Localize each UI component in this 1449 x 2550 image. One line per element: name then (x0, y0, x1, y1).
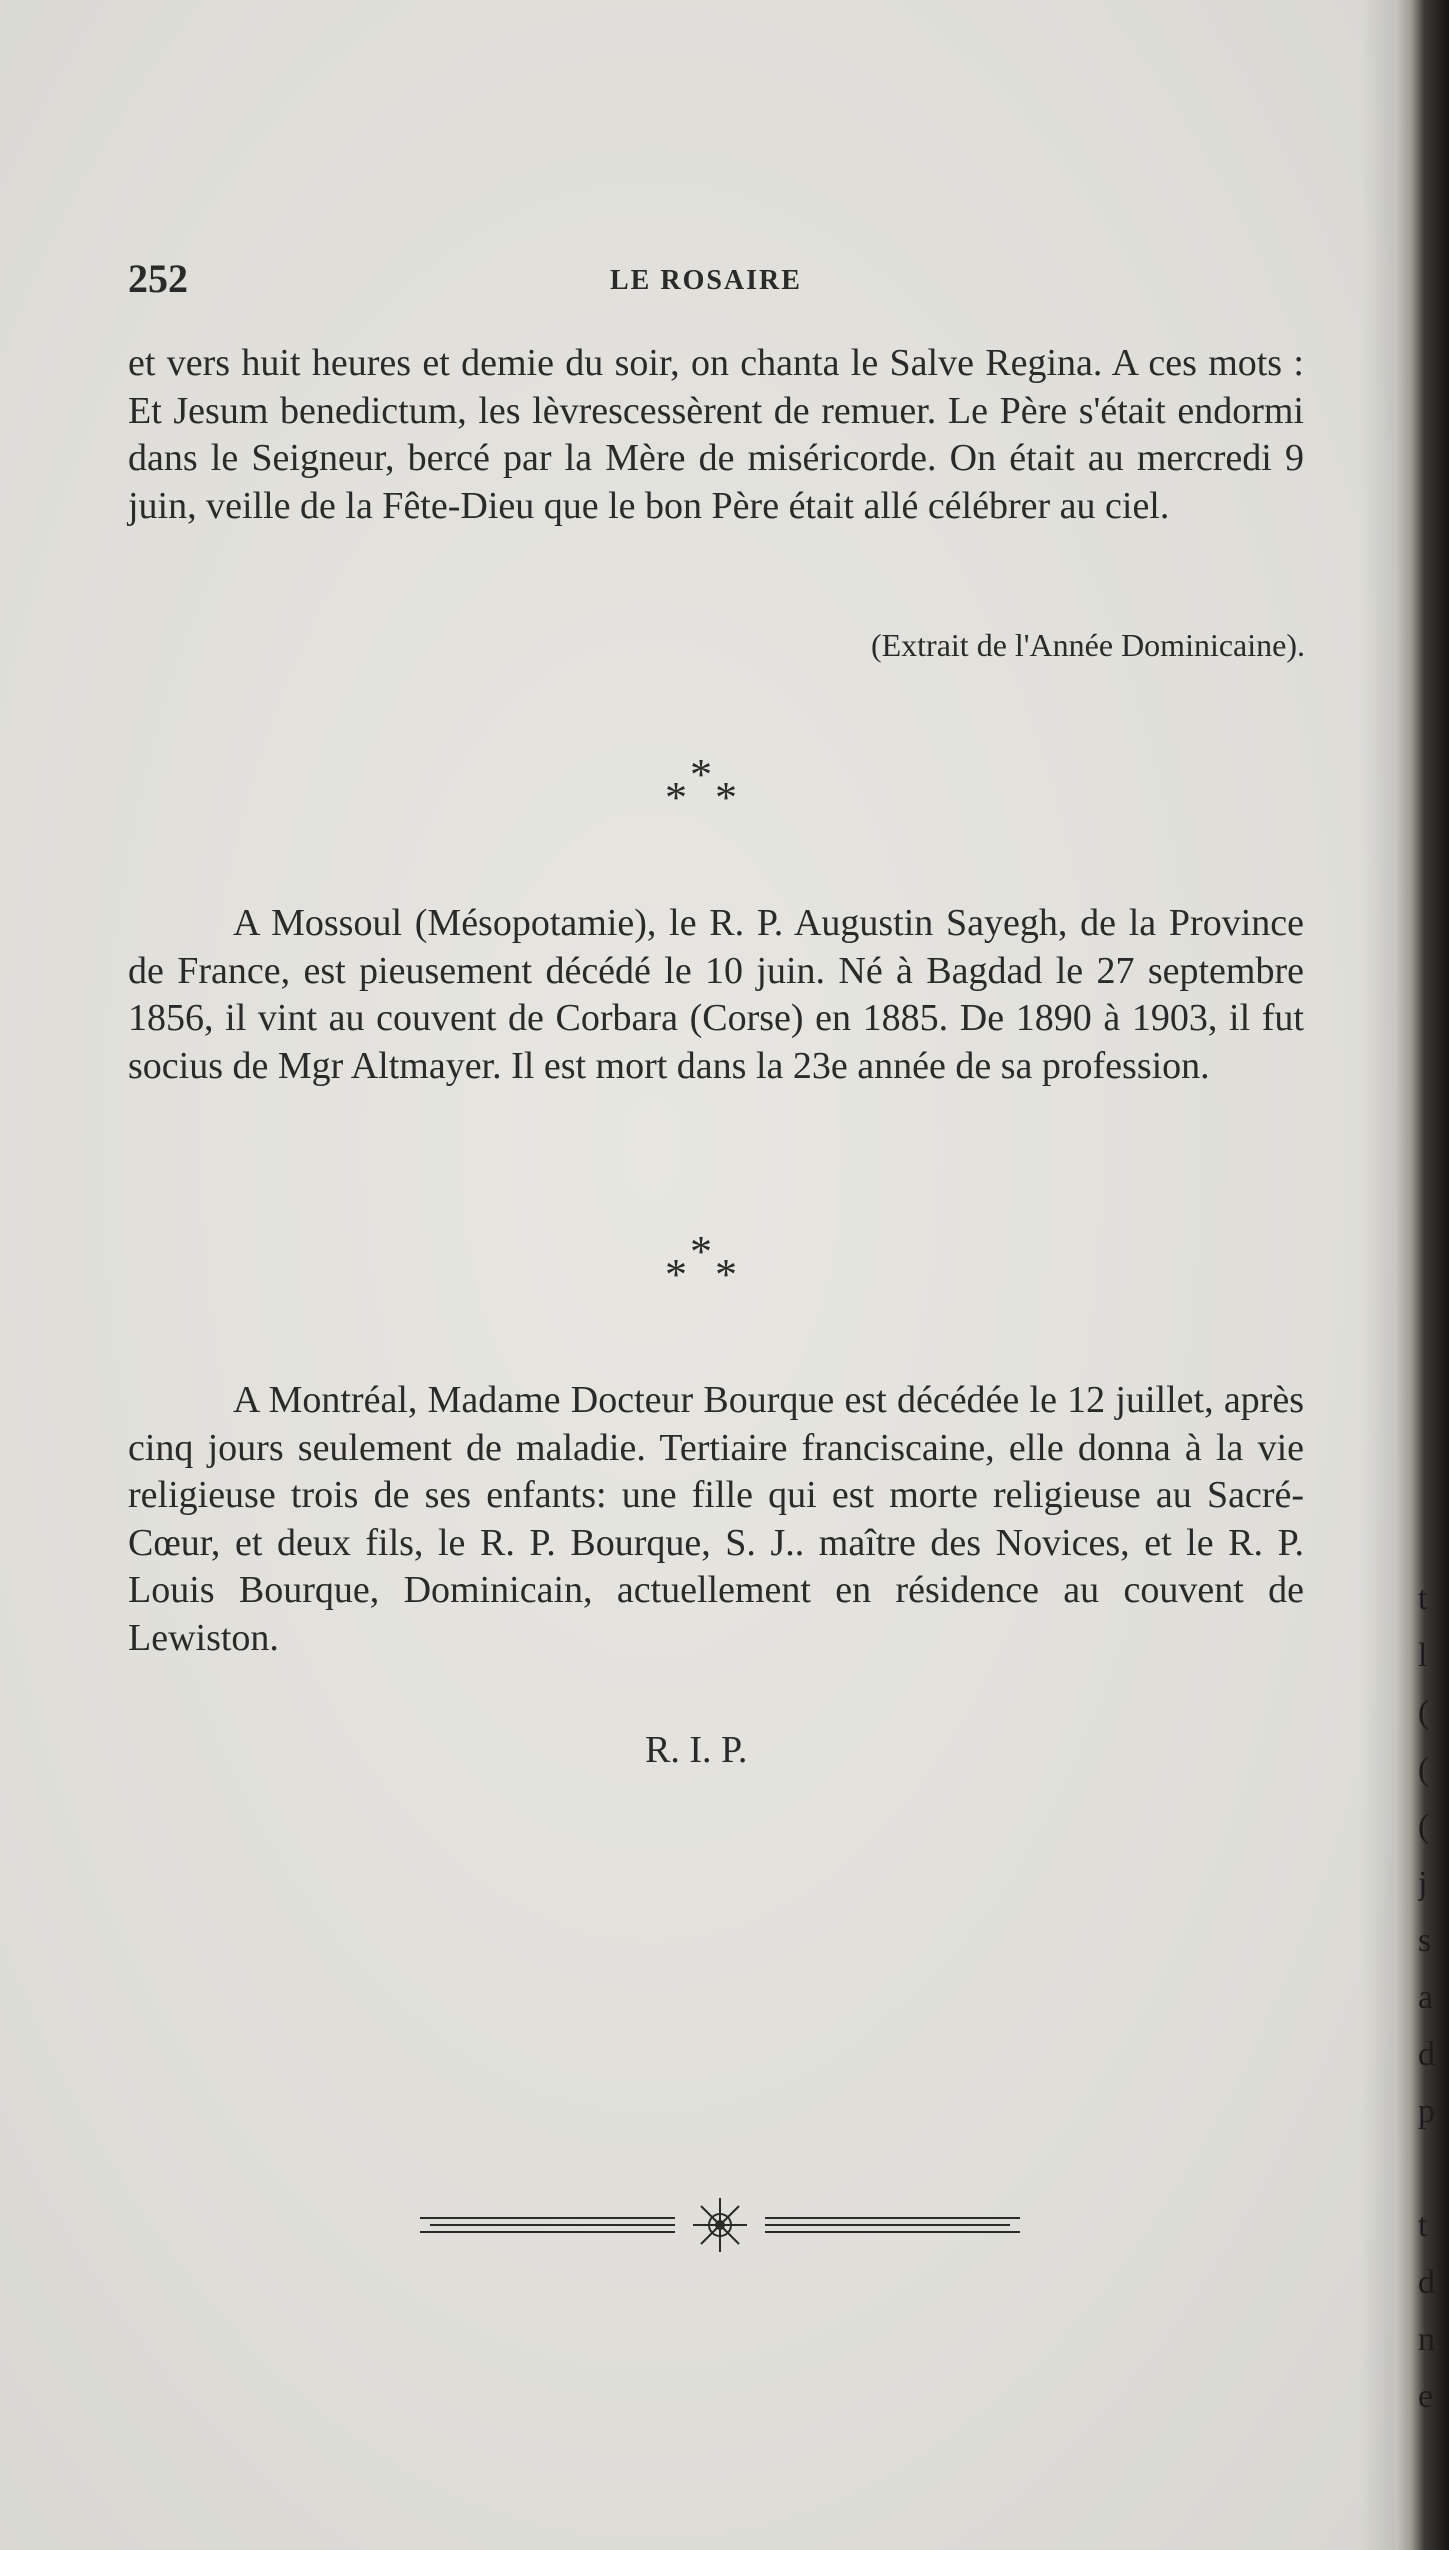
edge-letter: ( (1418, 1694, 1430, 1731)
asterisk-top: * (690, 750, 712, 799)
edge-letter: t (1418, 2207, 1428, 2244)
edge-letter: l (1418, 1637, 1428, 1674)
asterisk-left: * (665, 1250, 687, 1299)
asterisk-right: * (715, 773, 737, 822)
edge-letter (1418, 2140, 1449, 2197)
edge-letter: s (1418, 1922, 1432, 1959)
edge-letter: n (1418, 2321, 1435, 2358)
edge-letter: j (1418, 1865, 1428, 1902)
page-header (128, 255, 1318, 305)
edge-letter: ( (1418, 1808, 1430, 1845)
page-number: 252 (128, 256, 188, 301)
edge-letter: d (1418, 2036, 1435, 2073)
paragraph-death-narrative: et vers huit heures et demie du soir, on chanta le Salve Regina. A ces mots : Et Jesum benedictum, les lèvrescessèrent de remuer. Le Père s'était endormi dans le Seigneur, bercé par la Mère de miséricorde. On était au mercredi 9 juin, veille de la Fête-Dieu que le bon Père était allé célébrer au ciel. (128, 342, 1304, 527)
decorative-end-ornament (420, 2185, 1020, 2265)
asterisk-top: * (690, 1227, 712, 1276)
running-title: LE ROSAIRE (610, 265, 802, 296)
edge-letter: p (1418, 2093, 1435, 2130)
section-break-asterism (665, 748, 785, 838)
section-break-asterism (665, 1225, 785, 1315)
edge-letter: d (1418, 2264, 1435, 2301)
source-citation: (Extrait de l'Année Dominicaine). (870, 627, 1305, 663)
asterisk-right: * (715, 1250, 737, 1299)
gutter-shadow (1360, 0, 1400, 2550)
edge-letter: t (1418, 1580, 1428, 1617)
asterisk-left: * (665, 773, 687, 822)
closing-rip: R. I. P. (645, 1729, 748, 1771)
adjacent-page-fragment (1418, 1570, 1449, 2425)
edge-letter: e (1418, 2378, 1434, 2415)
edge-letter: ( (1418, 1751, 1430, 1788)
paragraph-mossoul-obituary: A Mossoul (Mésopotamie), le R. P. Augustin Sayegh, de la Province de France, est pieusement décédé le 10 juin. Né à Bagdad le 27 septembre 1856, il vint au couvent de Corbara (Corse) en 1885. De 1890 à 1903, il fut socius de Mgr Altmayer. Il est mort dans la 23e année de sa profession. (128, 902, 1304, 1087)
edge-letter: a (1418, 1979, 1434, 2016)
paragraph-montreal-obituary: A Montréal, Madame Docteur Bourque est décédée le 12 juillet, après cinq jours seulement de maladie. Tertiaire franciscaine, elle donna à la vie religieuse trois de ses enfants: une fille qui est morte religieuse au Sacré-Cœur, et deux fils, le R. P. Bourque, S. J.. maître des Novices, et le R. P. Louis Bourque, Dominicain, actuellement en résidence au couvent de Lewiston. (128, 1379, 1304, 1659)
